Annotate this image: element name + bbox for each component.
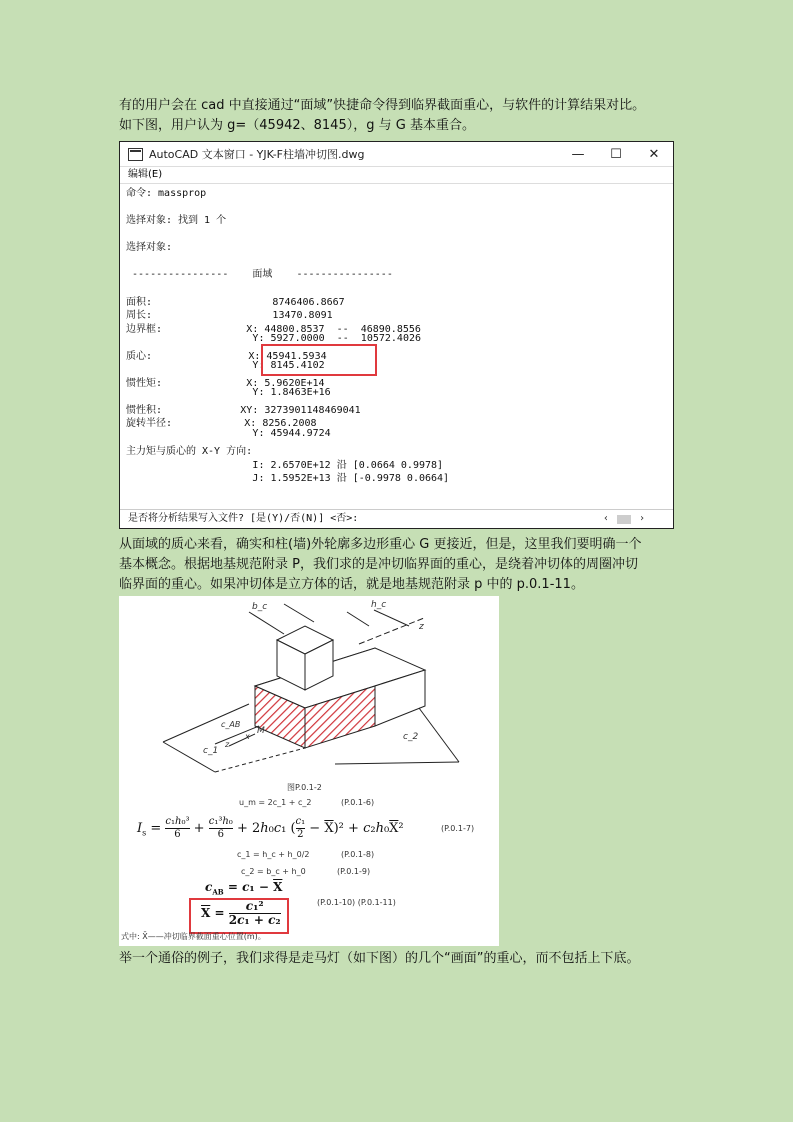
equation-um: u_m = 2c_1 + c_2 (239, 798, 312, 807)
command-prompt: 是否将分析结果写入文件? [是(Y)/否(N)] <否>: (128, 513, 359, 524)
radii-of-gyration-y-line: Y: 45944.9724 (126, 428, 331, 439)
autocad-text-window (119, 141, 674, 529)
paragraph-1-line-1: 有的用户会在 cad 中直接通过“面域”快捷命令得到临界截面重心，与软件的计算结果对比。 (119, 98, 646, 113)
principal-moment-j-line: J: 1.5952E+13 沿 [-0.9978 0.0664] (126, 473, 450, 484)
centroid-y-line: Y: 8145.4102 (126, 360, 325, 371)
paragraph-3-line-1: 举一个通俗的例子，我们求得是走马灯（如下图）的几个“画面”的重心，而不包括上下底。 (119, 951, 640, 966)
moments-of-inertia-x-line: 惯性矩: X: 5.9620E+14 (126, 378, 325, 389)
command-history (126, 184, 665, 504)
autocad-app-icon (128, 148, 143, 161)
perimeter-line: 周长: 13470.8091 (126, 310, 333, 321)
menu-bar (120, 167, 673, 184)
moments-of-inertia-y-line: Y: 1.8463E+16 (126, 387, 331, 398)
principal-moments-line: 主力矩与质心的 X-Y 方向: (126, 446, 253, 457)
minimize-icon[interactable]: — (571, 146, 585, 162)
window-title: AutoCAD 文本窗口 - YJK-F柱墙冲切图.dwg (149, 148, 365, 161)
equation-is-number: (P.0.1-7) (441, 824, 475, 833)
dim-c1-label: c_1 (203, 746, 219, 756)
area-line: 面积: 8746406.8667 (126, 297, 345, 308)
region-header-line: ---------------- 面域 ---------------- (126, 269, 393, 280)
paragraph-2-line-1: 从面域的质心来看，确实和柱(墙)外轮廓多边形重心 G 更接近，但是，这里我们要明确一个 (119, 537, 642, 552)
centroid-x-line: 质心: X: 45941.5934 (126, 351, 327, 362)
formula-note: 式中: X̄——冲切临界截面重心位置(m)。 (121, 932, 266, 941)
paragraph-1 (119, 96, 679, 136)
dim-bc-label: b_c (252, 602, 268, 612)
point-m-label: M (257, 726, 265, 736)
scroll-thumb[interactable] (617, 515, 631, 524)
equation-c1-number: (P.0.1-8) (341, 850, 375, 859)
paragraph-1-line-2: 如下图，用户认为 g=（45942、8145），g 与 G 基本重合。 (119, 118, 475, 133)
equation-cab: $c_{AB} = c_1 - \overline{X}$ (205, 880, 283, 897)
axis-z-top-label: z (419, 622, 424, 632)
equation-c2-number: (P.0.1-9) (337, 867, 371, 876)
dim-cab-label: c_AB (221, 720, 241, 729)
dim-c2-label: c_2 (403, 732, 419, 742)
scroll-right-icon[interactable]: › (638, 513, 645, 524)
equation-c1: c_1 = h_c + h_0/2 (237, 850, 310, 859)
equation-is: $I_s$ = $\frac{\text{c₁h₀³}}{6}$ + $\frac{\text{c₁³h₀}}{6}$ + 2h₀c₁ ( $\frac{\text{c₁}}{2}$ − $\overline{X})^2 + c_2h_0\overline{X}^2$ (137, 816, 404, 840)
figure-caption: 图P.0.1-2 (287, 783, 322, 792)
close-icon[interactable]: ✕ (648, 146, 660, 162)
paragraph-3 (119, 949, 679, 969)
bounding-box-x-line: 边界框: X: 44800.8537 -- 46890.8556 (126, 324, 421, 335)
select-objects-line: 选择对象: (126, 242, 173, 253)
centroid-highlight-box (261, 344, 377, 376)
bounding-box-y-line: Y: 5927.0000 -- 10572.4026 (126, 333, 422, 344)
command-input-line[interactable] (120, 509, 673, 528)
axis-z-label: z (225, 740, 230, 749)
paragraph-2-line-2: 基本概念。根据地基规范附录 P，我们求的是冲切临界面的重心，是绕着冲切体的周圈冲切 (119, 557, 638, 572)
paragraph-2-line-3: 临界面的重心。如果冲切体是立方体的话，就是地基规范附录 p 中的 p.0.1-11。 (119, 577, 584, 592)
punching-shear-diagram (119, 596, 499, 786)
window-titlebar (120, 142, 673, 167)
paragraph-2 (119, 535, 679, 595)
axis-x-label: x (245, 732, 250, 741)
dim-hc-label: h_c (371, 600, 387, 610)
command-line: 命令: massprop (126, 188, 207, 199)
select-objects-found-line: 选择对象: 找到 1 个 (126, 215, 227, 226)
equation-xbar: $\overline{X}$ = $\frac{\text{c₁²}}{\text{2c₁ + c₂}}$ (201, 899, 281, 927)
radii-of-gyration-x-line: 旋转半径: X: 8256.2008 (126, 418, 317, 429)
horizontal-scrollbar[interactable] (603, 513, 645, 525)
equation-cab-xbar-numbers: (P.0.1-10) (P.0.1-11) (317, 898, 396, 907)
product-of-inertia-line: 惯性积: XY: 3273901148469041 (126, 405, 361, 416)
scroll-left-icon[interactable]: ‹ (603, 513, 610, 524)
code-figure-p012 (119, 596, 499, 946)
equation-c2: c_2 = b_c + h_0 (241, 867, 306, 876)
menu-edit[interactable]: 编辑(E) (128, 169, 163, 180)
principal-moment-i-line: I: 2.6570E+12 沿 [0.0664 0.9978] (126, 460, 444, 471)
equation-um-number: (P.0.1-6) (341, 798, 375, 807)
maximize-icon[interactable]: ☐ (610, 146, 622, 162)
